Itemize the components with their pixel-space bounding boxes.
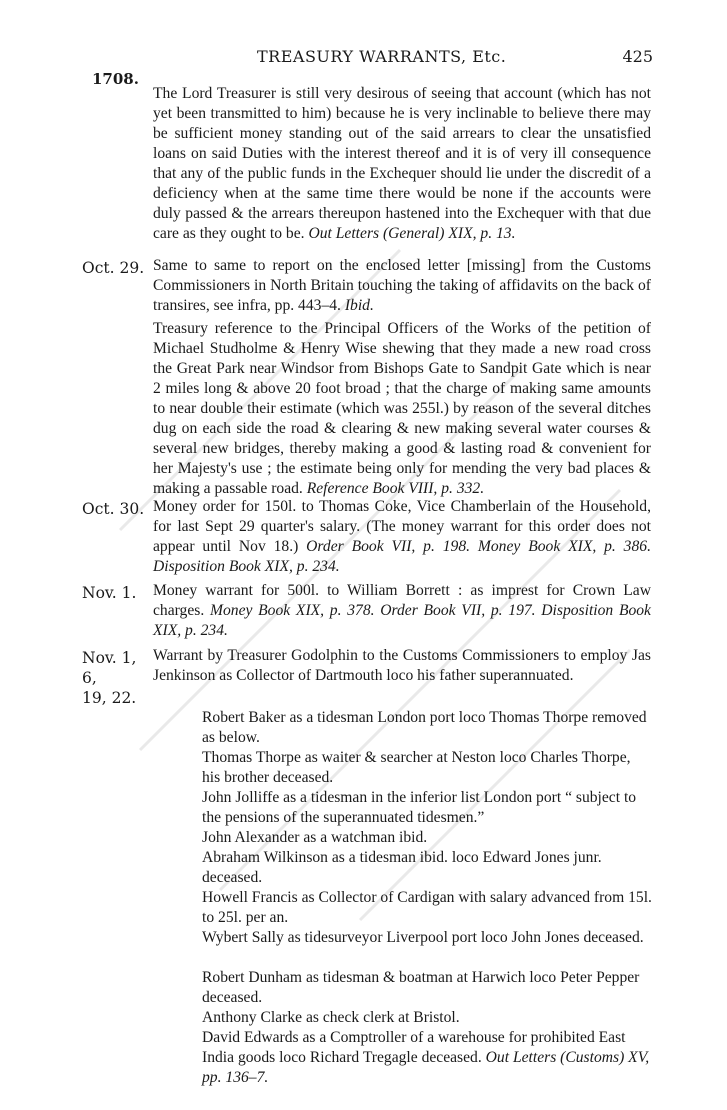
- entry-date: Oct. 29.: [82, 259, 145, 277]
- sub-item: Anthony Clarke as check clerk at Bristol.: [202, 1009, 460, 1026]
- page-number: 425: [622, 47, 653, 66]
- entry-reference: Money Book XIX, p. 378. Order Book VII, p. 197. Disposition Book XIX, p. 234.: [153, 602, 651, 639]
- sub-item: Wybert Sally as tidesurveyor Liverpool port loco John Jones deceased.: [202, 929, 644, 946]
- entry-text: Money order for 150l. to Thomas Coke, Vice Chamberlain of the Household, for last Sept 29 quarter's salary. (The money warrant for this order does not appear until Nov 18.) Order Book VII, p. 198. Money Book XIX, p. 386. Disposition Book XIX, p. 234.: [153, 498, 651, 575]
- entry-date: Nov. 1, 6, 19, 22.: [82, 649, 137, 707]
- entry-reference: Reference Book VIII, p. 332.: [306, 480, 485, 497]
- year-label: 1708.: [92, 70, 139, 88]
- entry-date: Oct. 30.: [82, 500, 145, 518]
- entry-text: Same to same to report on the enclosed letter [missing] from the Customs Commissioners in North Britain touching the taking of affidavits on the back of transires, see infra, pp. 443–4. Ibid.: [153, 257, 651, 314]
- entry-reference: Out Letters (Customs) XV, pp. 136–7.: [202, 1049, 650, 1086]
- entry-text: Treasury reference to the Principal Officers of the Works of the petition of Michael Studholme & Henry Wise shewing that they made a new road cross the Great Park near Windsor from Bishops Gate to Sandpit Gate which is near 2 miles long & above 20 foot broad ; that the charge of making same amounts to near double their estimate (which was 255l.) by reason of the several ditches dug on each side the road & clearing & new making several water courses & several new bridges, thereby making a good & lasting road & convenient for her Majesty's use ; the estimate being only for mending the very bad places & making a passable road. Reference Book VIII, p. 332.: [153, 320, 651, 497]
- sub-item: John Jolliffe as a tidesman in the inferior list London port “ subject to the pensions of the superannuated tidesmen.”: [202, 789, 637, 826]
- sub-item: Robert Baker as a tidesman London port loco Thomas Thorpe removed as below.: [202, 709, 647, 746]
- sub-item: Abraham Wilkinson as a tidesman ibid. loco Edward Jones junr. deceased.: [202, 849, 602, 886]
- entry-date: Nov. 1.: [82, 584, 137, 602]
- entry-reference: Ibid.: [344, 297, 374, 314]
- running-head: TREASURY WARRANTS, Etc.: [257, 47, 507, 66]
- sub-item: Thomas Thorpe as waiter & searcher at Neston loco Charles Thorpe, his brother deceased.: [202, 749, 631, 786]
- entry-text: The Lord Treasurer is still very desirous of seeing that account (which has not yet been transmitted to him) because he is very inclinable to believe there may be sufficient money standing out of the said arrears to clear the unsatisfied loans on said Duties with the interest thereof and it is of very ill consequence that any of the public funds in the Exchequer should lie under the discredit of a deficiency when at the same time there would be none if the accounts were duly passed & the arrears thereupon hastened into the Exchequer with that due care as they ought to be. Out Letters (General) XIX, p. 13.: [153, 85, 651, 242]
- entry-text: Money warrant for 500l. to William Borrett : as imprest for Crown Law charges. Money Book XIX, p. 378. Order Book VII, p. 197. Disposition Book XIX, p. 234.: [153, 582, 651, 639]
- entry-reference: Out Letters (General) XIX, p. 13.: [308, 225, 516, 242]
- sub-item: Howell Francis as Collector of Cardigan with salary advanced from 15l. to 25l. per an.: [202, 889, 652, 926]
- entry-text: Warrant by Treasurer Godolphin to the Customs Commissioners to employ Jas Jenkinson as Collector of Dartmouth loco his father superannuated.: [153, 647, 651, 684]
- sub-item: Robert Dunham as tidesman & boatman at Harwich loco Peter Pepper deceased.: [202, 969, 640, 1006]
- entry-reference: Order Book VII, p. 198. Money Book XIX, p. 386. Disposition Book XIX, p. 234.: [153, 538, 651, 575]
- sub-item: John Alexander as a watchman ibid.: [202, 829, 428, 846]
- sub-item: David Edwards as a Comptroller of a warehouse for prohibited East India goods loco Richard Tregagle deceased. Out Letters (Customs) XV, pp. 136–7.: [202, 1029, 650, 1086]
